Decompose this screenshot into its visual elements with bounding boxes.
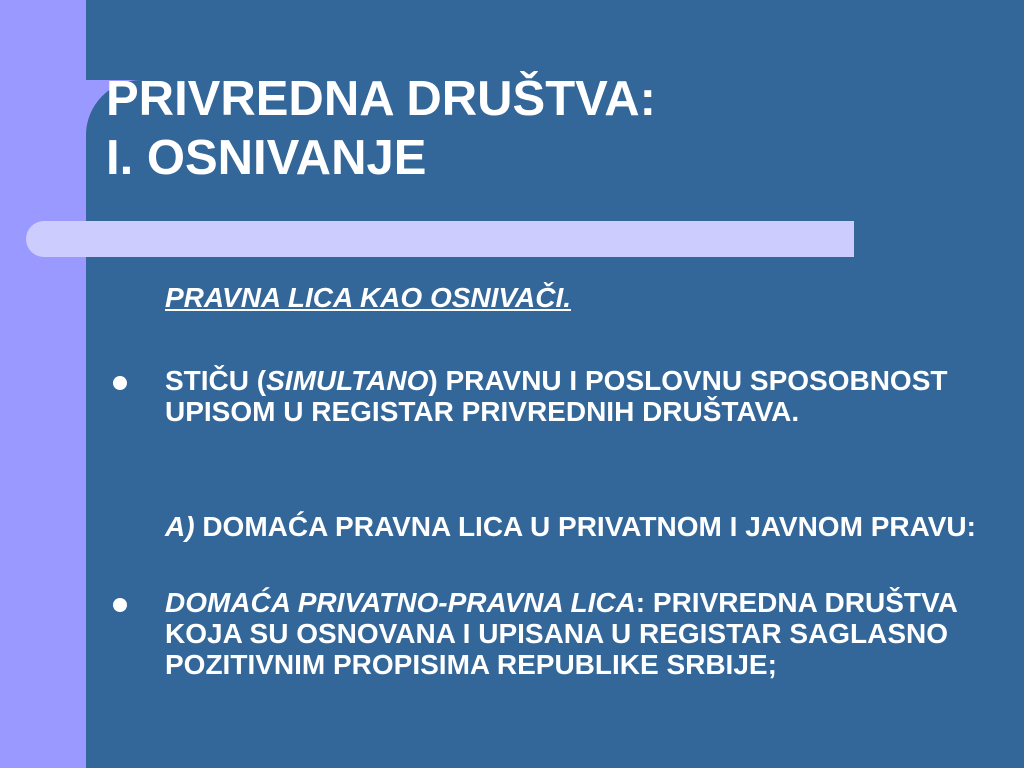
left-decor-strip: [0, 0, 86, 768]
slide-title: [106, 70, 656, 188]
paragraph-a: [165, 511, 985, 542]
bullet-2-text: [165, 587, 985, 680]
bullet-icon: [113, 598, 127, 612]
paragraph-a-label: A): [165, 511, 195, 542]
title-line-2: I. OSNIVANJE: [106, 131, 427, 185]
bullet-1-post: ) PRAVNU I POSLOVNU SPOSOBNOST UPISOM U REGISTAR PRIVREDNIH DRUŠTAVA.: [165, 365, 948, 427]
subheading: PRAVNA LICA KAO OSNIVAČI.: [165, 282, 572, 313]
bullet-1-pre: STIČU (: [165, 365, 267, 396]
paragraph-a-text: DOMAĆA PRAVNA LICA U PRIVATNOM I JAVNOM PRAVU:: [194, 511, 976, 542]
bullet-2-rest: : PRIVREDNA DRUŠTVA KOJA SU OSNOVANA I UPISANA U REGISTAR SAGLASNO POZITIVNIM PROPISIMA REPUBLIKE SRBIJE;: [165, 587, 957, 680]
bullet-1-italic: SIMULTANO: [266, 365, 429, 396]
bullet-2-italic: DOMAĆA PRIVATNO-PRAVNA LICA: [165, 587, 636, 618]
bullet-1-text: [165, 365, 985, 427]
title-line-1: PRIVREDNA DRUŠTVA:: [106, 72, 656, 126]
title-divider-bar: [26, 221, 854, 257]
bullet-icon: [113, 376, 127, 390]
